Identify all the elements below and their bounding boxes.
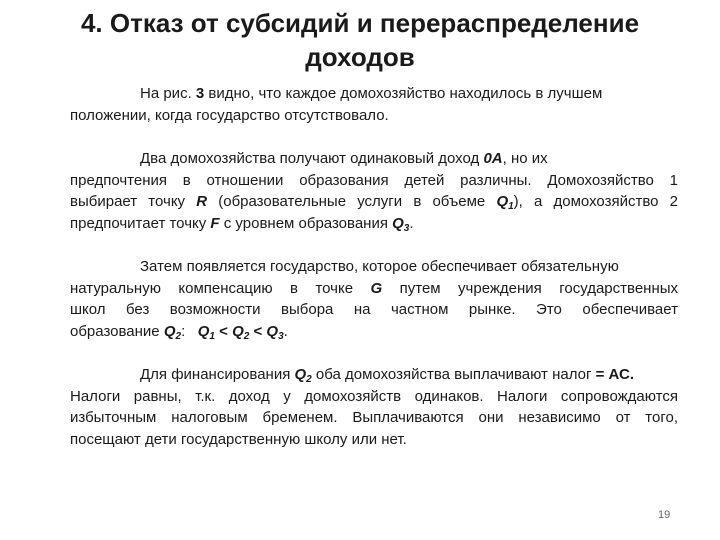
paragraph-line: положении, когда государство отсутствовало. <box>70 106 389 124</box>
paragraph-1 <box>70 83 678 126</box>
income-label: 0А <box>483 150 503 167</box>
subscript: 2 <box>243 330 250 342</box>
quantity-label: Q <box>496 193 509 210</box>
quantity-label: Q <box>163 322 176 340</box>
paragraph-line: школ без возможности выбора на частном рынке. Это обеспечивает <box>70 301 678 318</box>
quantity-label: Q <box>232 322 244 340</box>
point-label: F <box>210 214 220 232</box>
text: образование <box>70 322 164 340</box>
paragraph-line <box>70 364 678 386</box>
paragraph-line: избыточным налоговым бременем. Выплачиваются они независимо от того, <box>70 409 678 426</box>
subscript: 3 <box>403 222 410 234</box>
quantity-label: Q <box>294 366 307 383</box>
text: предпочитает точку <box>70 214 211 232</box>
title-line-2: доходов <box>305 42 415 72</box>
text: выбирает точку <box>70 193 197 210</box>
paragraph-line <box>70 321 678 343</box>
tax-label: = АС. <box>595 366 634 383</box>
page-number: 19 <box>658 509 671 521</box>
subscript: 1 <box>508 201 514 212</box>
less-than: < <box>249 322 267 340</box>
text: оба домохозяйства выплачивают налог <box>311 366 596 383</box>
text: : <box>181 322 198 340</box>
title-line-1: 4. Отказ от субсидий и перераспределение <box>80 8 640 38</box>
text: видно, что каждое домохозяйство находилось в лучшем <box>204 85 603 102</box>
point-label: G <box>370 279 383 297</box>
paragraph-line <box>70 213 678 235</box>
figure-ref: 3 <box>195 85 205 102</box>
text: с уровнем образования <box>219 214 393 232</box>
text: путем учреждения государственных <box>382 279 679 297</box>
subscript: 2 <box>175 330 182 342</box>
subscript: 2 <box>306 374 312 385</box>
text: (образовательные услуги в объеме <box>207 193 497 210</box>
paragraph-line: посещают дети государственную школу или нет. <box>70 430 407 448</box>
paragraph-line: предпочтения в отношении образования детей различны. Домохозяйство 1 <box>70 171 678 189</box>
paragraph-4 <box>70 364 678 450</box>
subscript: 1 <box>209 330 215 342</box>
text: ), а домохозяйство 2 <box>513 193 678 210</box>
paragraph-2 <box>70 148 678 234</box>
paragraph-3 <box>70 256 678 342</box>
text: натуральную компенсацию в точке <box>70 279 371 297</box>
paragraph-line <box>70 83 678 105</box>
paragraph-line: Затем появляется государство, которое обеспечивает обязательную <box>140 258 619 275</box>
quantity-label: Q <box>266 322 279 340</box>
text: Два домохозяйства получают одинаковый доход <box>140 150 484 167</box>
text: , но их <box>502 150 548 167</box>
quantity-label: Q <box>197 322 210 340</box>
text: Для финансирования <box>140 366 295 383</box>
point-label: R <box>196 193 208 210</box>
text: . <box>409 214 414 232</box>
paragraph-line <box>70 191 678 213</box>
quantity-label: Q <box>392 214 404 232</box>
paragraph-line <box>70 148 678 170</box>
subscript: 3 <box>278 330 284 342</box>
paragraph-line: Налоги равны, т.к. доход у домохозяйств одинаков. Налоги сопровождаются <box>70 387 678 405</box>
less-than: < <box>214 322 233 340</box>
text: На рис. <box>140 85 196 102</box>
paragraph-line <box>70 278 678 300</box>
page-title <box>60 6 660 74</box>
text: . <box>283 322 288 340</box>
